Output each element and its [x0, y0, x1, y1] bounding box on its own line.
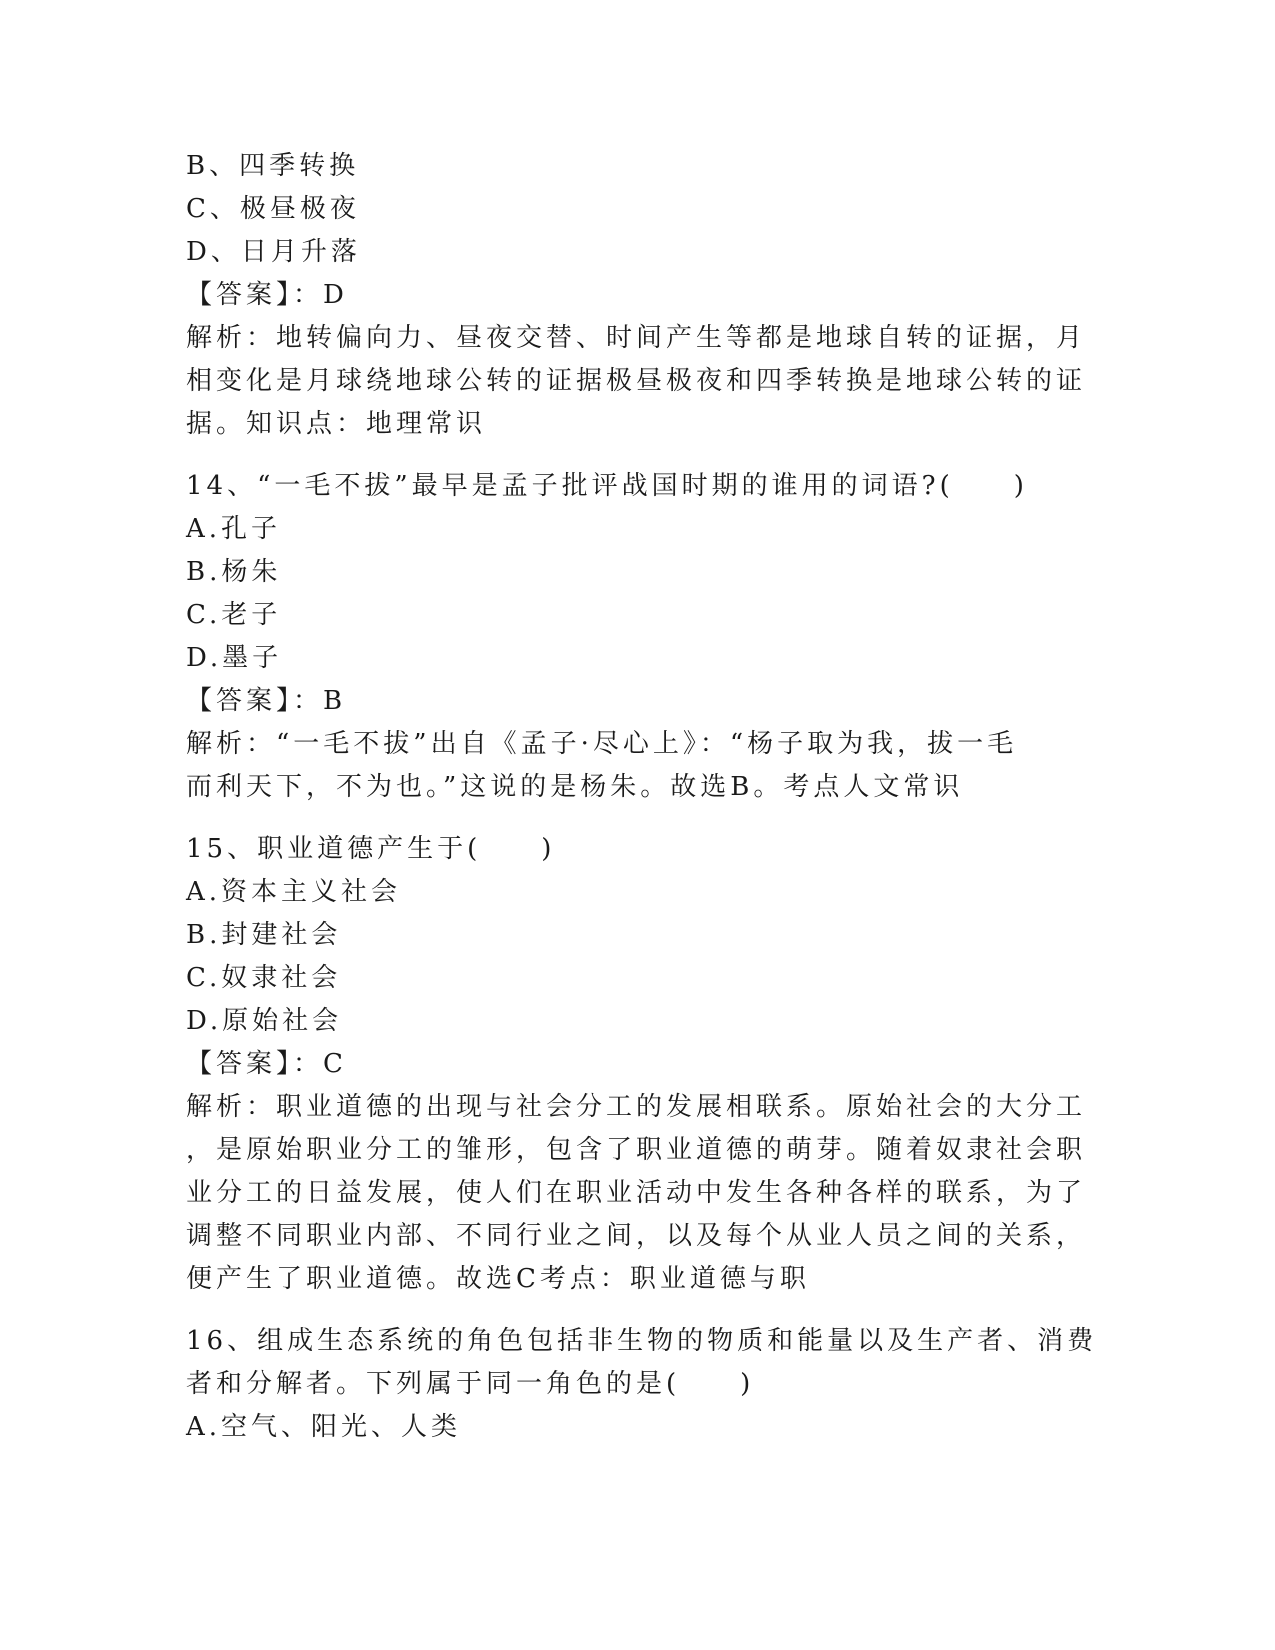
q13-answer: 【答案】：D	[186, 280, 348, 310]
q15-analysis-line: 调整不同职业内部、不同行业之间，以及每个从业人员之间的关系，	[186, 1221, 1087, 1251]
document-page	[186, 145, 1098, 1449]
q16-question-line: 16、组成生态系统的角色包括非生物的物质和能量以及生产者、消费	[186, 1326, 1098, 1356]
q14-option-d: D.墨子	[186, 643, 283, 673]
q15-analysis-line: 解析：职业道德的出现与社会分工的发展相联系。原始社会的大分工	[186, 1092, 1087, 1122]
q14-answer: 【答案】：B	[186, 686, 347, 716]
q14-analysis-line: 而利天下，不为也。”这说的是杨朱。故选B。考点人文常识	[186, 772, 964, 802]
q13-option-d: D、日月升落	[186, 237, 361, 267]
q16-option-a: A.空气、阳光、人类	[186, 1412, 462, 1442]
q16-question-line: 者和分解者。下列属于同一角色的是( )	[186, 1369, 755, 1399]
q15-analysis-line: 业分工的日益发展，使人们在职业活动中发生各种各样的联系，为了	[186, 1178, 1087, 1208]
q14-analysis-line: 解析：“一毛不拔”出自《孟子·尽心上》：“杨子取为我，拔一毛	[186, 729, 1018, 759]
q14-option-b: B.杨朱	[186, 557, 282, 587]
q14-question: 14、“一毛不拔”最早是孟子批评战国时期的谁用的词语?( )	[186, 471, 1028, 501]
q14-option-a: A.孔子	[186, 514, 282, 544]
question-14-block	[186, 465, 1066, 809]
q15-option-d: D.原始社会	[186, 1006, 343, 1036]
q15-analysis-line: 便产生了职业道德。故选C考点：职业道德与职	[186, 1264, 810, 1294]
question-16-block	[186, 1320, 1098, 1449]
q13-analysis-line: 相变化是月球绕地球公转的证据极昼极夜和四季转换是地球公转的证	[186, 366, 1087, 396]
q13-option-c: C、极昼极夜	[186, 194, 360, 224]
q13-analysis-line: 解析：地转偏向力、昼夜交替、时间产生等都是地球自转的证据，月	[186, 323, 1087, 353]
q13-analysis-line: 据。知识点：地理常识	[186, 409, 487, 439]
question-13-block	[186, 145, 1087, 446]
q15-option-a: A.资本主义社会	[186, 877, 402, 907]
q15-option-b: B.封建社会	[186, 920, 342, 950]
q15-analysis-line: ，是原始职业分工的雏形，包含了职业道德的萌芽。随着奴隶社会职	[186, 1135, 1087, 1165]
q14-option-c: C.老子	[186, 600, 282, 630]
question-15-block	[186, 828, 1087, 1301]
q13-option-b: B、四季转换	[186, 151, 360, 181]
q15-question: 15、职业道德产生于( )	[186, 834, 556, 864]
q15-option-c: C.奴隶社会	[186, 963, 342, 993]
q15-answer: 【答案】：C	[186, 1049, 347, 1079]
